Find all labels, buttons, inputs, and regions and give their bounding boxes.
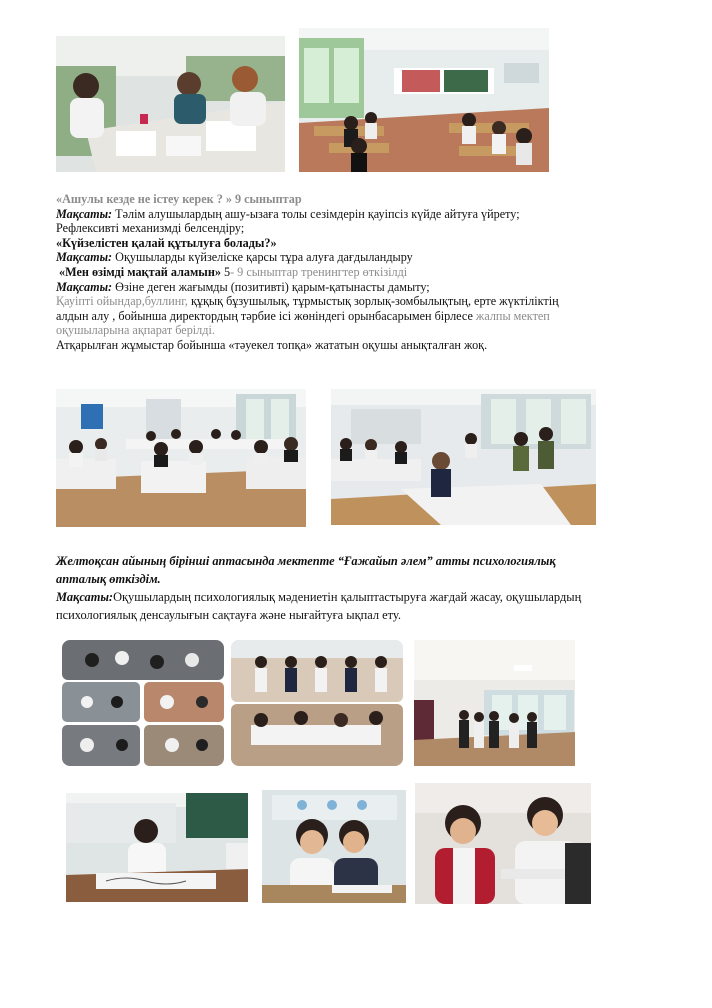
question-title: «Күйзелістен қалай құтылуға болады?» [56, 235, 277, 250]
goal-line-1 [56, 207, 681, 222]
photo-girl-with-cards [66, 793, 248, 902]
section2-text [56, 552, 686, 624]
goal-label: Мақсаты: [56, 590, 114, 604]
prevention-line [56, 309, 681, 324]
photo-students-at-tables [331, 389, 596, 525]
photo-two-boys [262, 790, 406, 903]
conclusion-line: Атқарылған жұмыстар бойынша «тәуекел топқа» жататын оқушы анықталған жоқ. [56, 337, 488, 352]
goal-text: Оқушылардың психологиялық мәдениетін қалыптастыруға жағдай жасау, оқушылардың [113, 590, 582, 604]
prevention-black: алдын алу , бойынша директордың тәрбие ісі жөніндегі орынбасарымен бірлесе [56, 308, 476, 323]
photo-classroom-lesson [299, 28, 549, 172]
danger-black: құқық бұзушылық, тұрмыстық зорлық-зомбылықтың, ерте жүктіліктің [187, 294, 559, 309]
training-rest: - 9 сыныптар тренингтер өткізілді [230, 264, 408, 279]
prevention-gray: жалпы мектеп [475, 308, 550, 323]
goal-text: Тәлім алушылардың ашу-ызаға толы сезімдерін қауіпсіз күйде айтуға үйрету; [112, 206, 520, 221]
training-title: «Мен өзімді мақтай аламын» [59, 264, 221, 279]
danger-line [56, 294, 681, 309]
danger-gray: Қауіпті ойындар,буллинг, [56, 294, 188, 309]
event-title: «Ашулы кезде не істеу керек ? » 9 сыныптар [56, 192, 302, 206]
training-line [56, 265, 681, 280]
photo-two-girls [415, 783, 591, 904]
goal-label: Мақсаты: [56, 250, 113, 265]
section1-text [56, 192, 681, 353]
goal-text: Өзіне деген жағымды (позитивті) қарым-қатынасты дамыту; [112, 279, 430, 294]
goal-text: Оқушыларды күйзеліске қарсы тұра алуға дағдыландыру [112, 250, 413, 265]
week-title-line1: Желтоқсан айының бірінші аптасында мектепте “Ғажайып әлем” атты психологиялық [56, 554, 556, 568]
photo-students-writing [56, 36, 285, 172]
week-title-line2: апталық өткіздім. [56, 572, 161, 586]
photo-students-in-hall [414, 640, 575, 766]
week-goal-line2: психологиялық денсаулығын сақтауға және нығайтуға ықпал ету. [56, 608, 401, 622]
training-num: 5 [220, 264, 231, 279]
week-goal-line [56, 588, 686, 606]
goal-label: Мақсаты: [56, 279, 113, 294]
info-line: оқушыларына ақпарат берілді. [56, 323, 215, 338]
goal-line-2 [56, 250, 681, 265]
goal-line-3 [56, 280, 681, 295]
photo-classroom-desks [56, 389, 306, 527]
goal-label: Мақсаты: [56, 206, 113, 221]
reflex-line: Рефлексивті механизмді белсендіру; [56, 221, 245, 236]
photo-collage-games [231, 640, 403, 766]
photo-collage-activities [62, 640, 224, 766]
